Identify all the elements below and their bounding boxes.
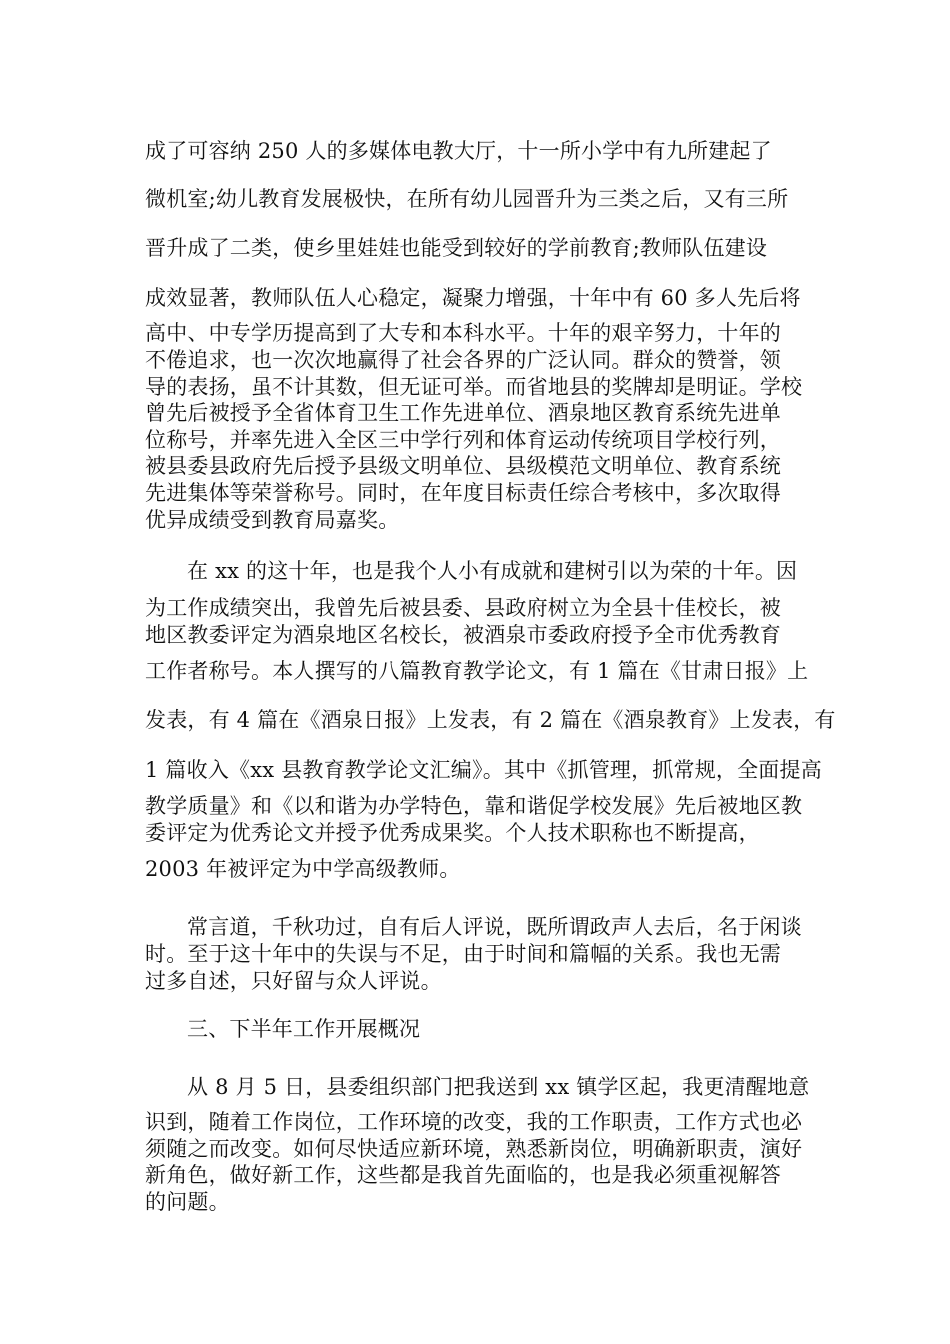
- text-line: 高中、中专学历提高到了大专和本科水平。十年的艰辛努力，十年的: [145, 321, 781, 345]
- paragraph-start-line: 在 xx 的这十年，也是我个人小有成就和建树引以为荣的十年。因: [187, 559, 798, 583]
- text-line: 先进集体等荣誉称号。同时，在年度目标责任综合考核中，多次取得: [145, 481, 781, 505]
- text-line: 不倦追求，也一次次地赢得了社会各界的广泛认同。群众的赞誉，领: [145, 348, 781, 372]
- text-line: 导的表扬，虽不计其数，但无证可举。而省地县的奖牌却是明证。学校: [145, 375, 803, 399]
- text-line: 2003 年被评定为中学高级教师。: [145, 857, 461, 881]
- text-line: 工作者称号。本人撰写的八篇教育教学论文，有 1 篇在《甘肃日报》上: [145, 659, 809, 683]
- text-line: 须随之而改变。如何尽快适应新环境，熟悉新岗位，明确新职责，演好: [145, 1137, 803, 1161]
- text-line: 为工作成绩突出，我曾先后被县委、县政府树立为全县十佳校长，被: [145, 596, 781, 620]
- text-line: 时。至于这十年中的失误与不足，由于时间和篇幅的关系。我也无需: [145, 942, 781, 966]
- text-line: 教学质量》和《以和谐为办学特色，靠和谐促学校发展》先后被地区教: [145, 794, 803, 818]
- text-line: 地区教委评定为酒泉地区名校长，被酒泉市委政府授予全市优秀教育: [145, 623, 781, 647]
- text-line: 1 篇收入《xx 县教育教学论文汇编》。其中《抓管理，抓常规，全面提高: [145, 758, 822, 782]
- text-line: 曾先后被授予全省体育卫生工作先进单位、酒泉地区教育系统先进单: [145, 401, 781, 425]
- paragraph-start-line: 常言道，千秋功过，自有后人评说，既所谓政声人去后，名于闲谈: [187, 915, 802, 939]
- text-line: 微机室;幼儿教育发展极快，在所有幼儿园晋升为三类之后，又有三所: [145, 187, 789, 211]
- section-heading: 三、下半年工作开展概况: [187, 1017, 421, 1041]
- text-line: 优异成绩受到教育局嘉奖。: [145, 508, 400, 532]
- text-line: 位称号，并率先进入全区三中学行列和体育运动传统项目学校行列，: [145, 428, 781, 452]
- text-line: 被县委县政府先后授予县级文明单位、县级模范文明单位、教育系统: [145, 454, 781, 478]
- text-line: 的问题。: [145, 1190, 230, 1214]
- text-line: 识到，随着工作岗位，工作环境的改变，我的工作职责，工作方式也必: [145, 1110, 803, 1134]
- text-line: 委评定为优秀论文并授予优秀成果奖。个人技术职称也不断提高，: [145, 821, 760, 845]
- text-line: 成了可容纳 250 人的多媒体电教大厅，十一所小学中有九所建起了: [145, 139, 772, 163]
- text-line: 晋升成了二类，使乡里娃娃也能受到较好的学前教育;教师队伍建设: [145, 236, 768, 260]
- text-line: 新角色，做好新工作，这些都是我首先面临的，也是我必须重视解答: [145, 1163, 781, 1187]
- paragraph-start-line: 从 8 月 5 日，县委组织部门把我送到 xx 镇学区起，我更清醒地意: [187, 1075, 810, 1099]
- text-line: 发表，有 4 篇在《酒泉日报》上发表，有 2 篇在《酒泉教育》上发表，有: [145, 708, 836, 732]
- text-line: 成效显著，教师队伍人心稳定，凝聚力增强，十年中有 60 多人先后将: [145, 286, 801, 310]
- text-line: 过多自述，只好留与众人评说。: [145, 969, 442, 993]
